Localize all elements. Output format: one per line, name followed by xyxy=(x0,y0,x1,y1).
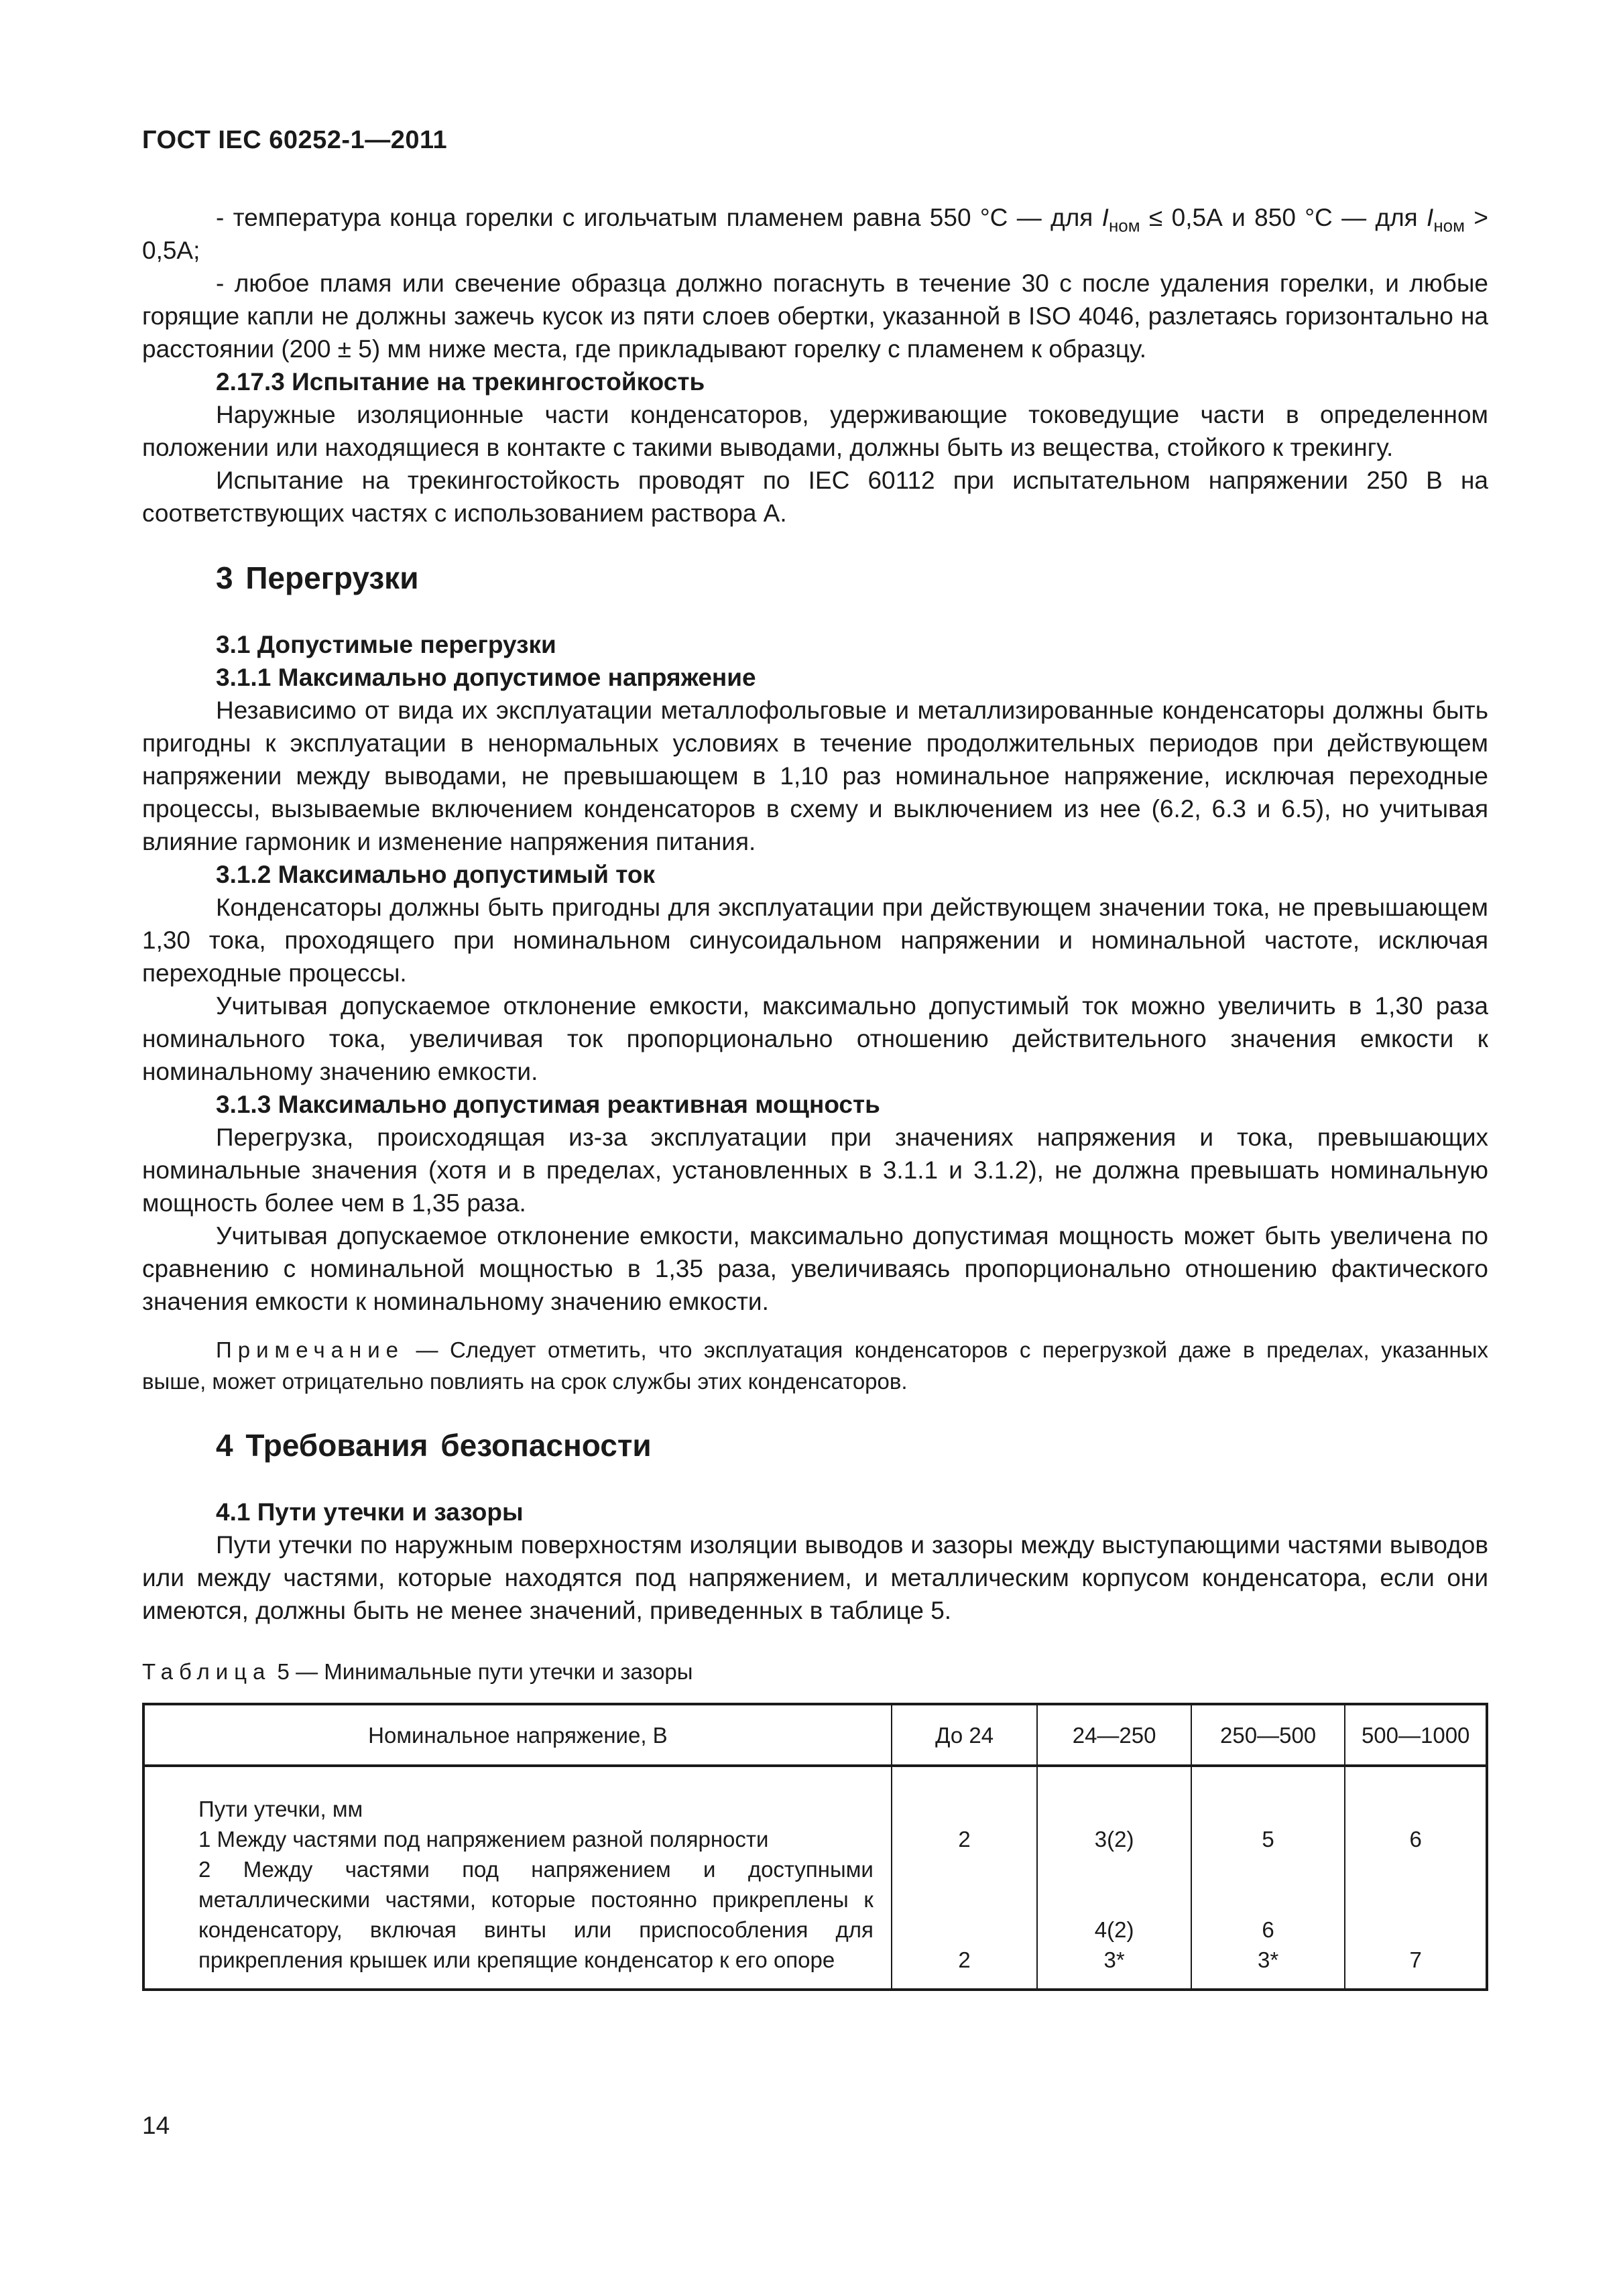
paragraph-flame-extinguish: - любое пламя или свечение образца должно погаснуть в течение 30 с после удаления горелки, и любые горящие капли не должны зажечь кусок из пяти слоев обертки, указанной в ISO 4046, разлетаясь горизонтально на расстоянии (200 ± 5) мм ниже места, где прикладывают горелку с пламенем к образцу. xyxy=(142,269,1488,363)
row-label-title: Пути утечки, мм xyxy=(198,1797,363,1821)
table-caption xyxy=(142,1655,1488,1688)
heading-3-1-3: 3.1.3 Максимально допустимая реактивная мощность xyxy=(216,1091,880,1118)
note-text: — Следует отметить, что эксплуатация конденсаторов с перегрузкой даже в пределах, указанных выше, может отрицательно повлиять на срок службы этих конденсаторов. xyxy=(142,1337,1488,1394)
heading-3-1-2: 3.1.2 Максимально допустимый ток xyxy=(216,861,655,888)
heading-2-17-3: 2.17.3 Испытание на трекингостойкость xyxy=(216,368,705,396)
table-header-cell: Номинальное напряжение, В xyxy=(143,1704,892,1766)
paragraph-3-1-1: Независимо от вида их эксплуатации металлофольговые и металлизированные конденсаторы должны быть пригодны к эксплуатации в ненормальных условиях в течение продолжительных периодов при действующем напряжении между выводами, не превышающем в 1,10 раз номинальное напряжение, исключая переходные процессы, вызываемые включением конденсаторов в схему и выключением из нее (6.2, 6.3 и 6.5), но учитывая влияние гармоник и изменение напряжения питания. xyxy=(142,697,1488,855)
paragraph-2-17-3-a: Наружные изоляционные части конденсаторов, удерживающие токоведущие части в определенном положении или находящиеся в контакте с такими выводами, должны быть из вещества, стойкого к трекингу. xyxy=(142,401,1488,461)
table-cell-24-250: 3(2) 4(2) 3* xyxy=(1037,1766,1191,1990)
table-header-cell: 24—250 xyxy=(1037,1704,1191,1766)
paragraph-3-1-3-b: Учитывая допускаемое отклонение емкости, максимально допустимая мощность может быть увеличена по сравнению с номинальной мощностью в 1,35 раза, увеличиваясь пропорционально отношению фактического значения емкости к номинальному значению емкости. xyxy=(142,1222,1488,1315)
table-row xyxy=(143,1766,1487,1990)
paragraph-burner-temperature: - температура конца горелки с игольчатым пламенем равна 550 °С — для $I_{ном} \le 0,5А$ и 850 °С — для $I_{ном} > 0,5А$; xyxy=(142,204,1488,264)
paragraph-3-1-3-a: Перегрузка, происходящая из-за эксплуатации при значениях напряжения и тока, превышающих номинальные значения (хотя и в пределах, установленных в 3.1.1 и 3.1.2), не должна превышать номинальную мощность более чем в 1,35 раза. xyxy=(142,1124,1488,1217)
paragraph-3-1-2-b: Учитывая допускаемое отклонение емкости, максимально допустимый ток можно увеличить в 1,30 раза номинального тока, увеличивая ток пропорционально отношению действительного значения емкости к номинальному значению емкости. xyxy=(142,992,1488,1085)
table-row-labels xyxy=(143,1766,892,1990)
heading-section-4: 4 Требования безопасности xyxy=(216,1428,652,1463)
note-label: Примечание xyxy=(216,1337,405,1362)
paragraph-3-1-2-a: Конденсаторы должны быть пригодны для эксплуатации при действующем значении тока, не превышающем 1,30 тока, проходящего при номинальном синусоидальном напряжении и номинальной частоте, исключая переходные процессы. xyxy=(142,894,1488,987)
heading-4-1: 4.1 Пути утечки и зазоры xyxy=(216,1498,524,1526)
table-header-cell: 500—1000 xyxy=(1345,1704,1487,1766)
table-caption-label: Таблица xyxy=(142,1659,272,1684)
document-body xyxy=(142,201,1488,1991)
table-header-cell: 250—500 xyxy=(1191,1704,1345,1766)
heading-3-1: 3.1 Допустимые перегрузки xyxy=(216,631,556,658)
page-number: 14 xyxy=(142,2112,170,2139)
paragraph-2-17-3-b: Испытание на трекингостойкость проводят по IEC 60112 при испытательном напряжении 250 В на соответствующих частях с использованием раствора А. xyxy=(142,467,1488,527)
table-cell-up-to-24: 2 2 xyxy=(892,1766,1038,1990)
table-cell-250-500: 5 6 3* xyxy=(1191,1766,1345,1990)
row-label-1: 1 Между частями под напряжением разной полярности xyxy=(198,1827,769,1852)
paragraph-4-1: Пути утечки по наружным поверхностям изоляции выводов и зазоры между выступающими частями выводов или между частями, которые находятся под напряжением, и металлическим корпусом конденсатора, если они имеются, должны быть не менее значений, приведенных в таблице 5. xyxy=(142,1531,1488,1624)
table-creepage-distances xyxy=(142,1703,1488,1991)
note-overload xyxy=(142,1334,1488,1397)
table-caption-text: 5 — Минимальные пути утечки и зазоры xyxy=(271,1659,693,1684)
table-header-row xyxy=(143,1704,1487,1766)
table-header-cell: До 24 xyxy=(892,1704,1038,1766)
table-cell-500-1000: 6 7 xyxy=(1345,1766,1487,1990)
heading-section-3: 3 Перегрузки xyxy=(216,560,419,595)
row-label-2: 2 Между частями под напряжением и доступными металлическими частями, которые постоянно прикреплены к конденсатору, включая винты или приспособления для прикрепления крышек или крепящие конденсатор к его опоре xyxy=(198,1857,874,1972)
document-header: ГОСТ IEC 60252-1—2011 xyxy=(142,126,448,154)
heading-3-1-1: 3.1.1 Максимально допустимое напряжение xyxy=(216,664,756,691)
